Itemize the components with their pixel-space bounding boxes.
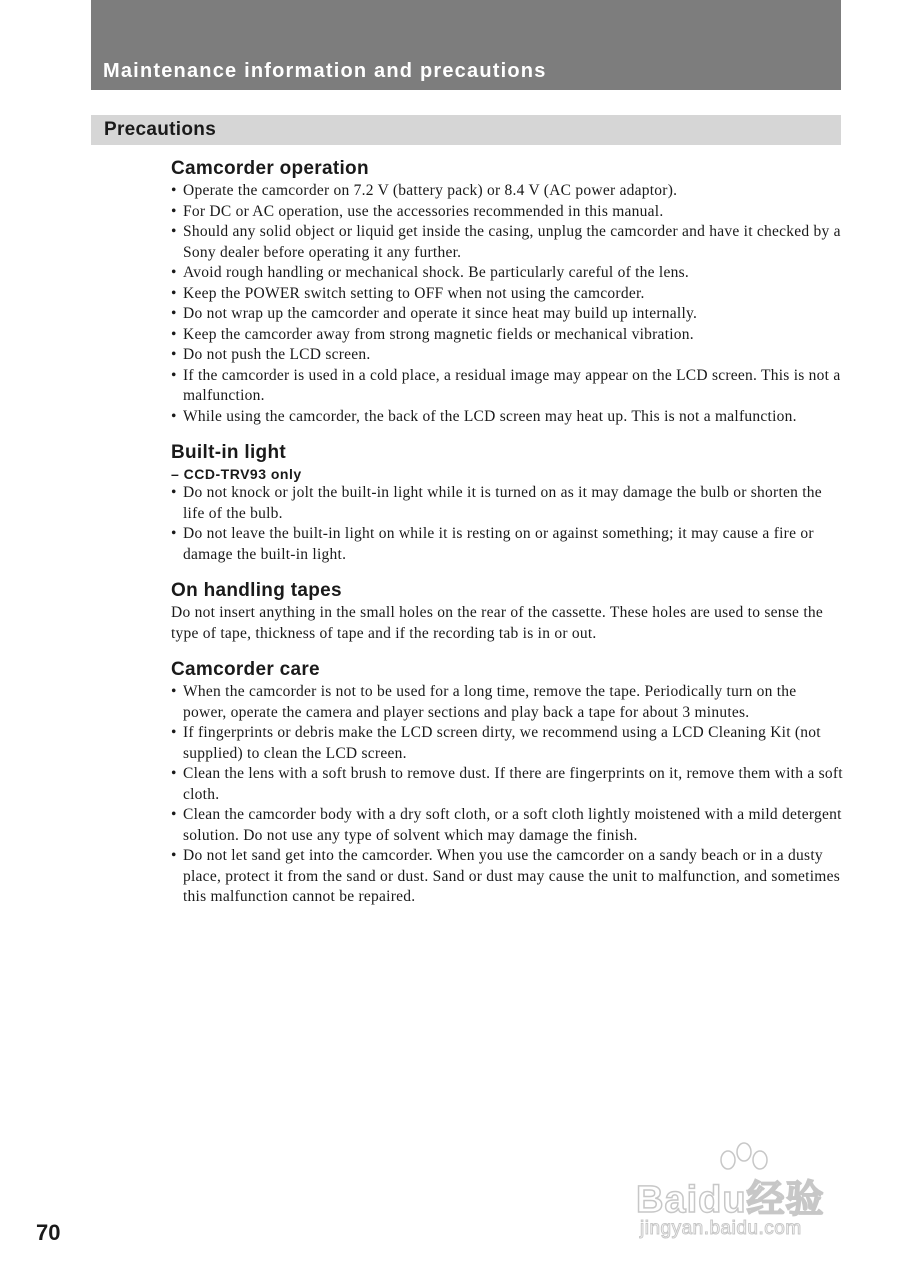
chapter-header — [91, 0, 841, 90]
list-item: • Operate the camcorder on 7.2 V (battery pack) or 8.4 V (AC power adaptor). — [171, 182, 678, 199]
handling-tapes-section — [171, 579, 843, 644]
list-item: • Keep the POWER switch setting to OFF when not using the camcorder. — [171, 284, 645, 302]
section-title: Precautions — [104, 119, 217, 140]
camcorder-operation-heading: Camcorder operation — [171, 158, 369, 179]
list-item: • Clean the lens with a soft brush to remove dust. If there are fingerprints on it, remove them with a soft cloth. — [171, 765, 843, 803]
list-item: • For DC or AC operation, use the accessories recommended in this manual. — [171, 202, 664, 220]
camcorder-care-list — [171, 682, 843, 908]
chapter-title: Maintenance information and precautions — [103, 60, 547, 82]
handling-tapes-heading: On handling tapes — [171, 580, 342, 601]
watermark-brand: Baidu经验 — [636, 1179, 825, 1221]
camcorder-operation-list — [171, 181, 843, 427]
list-item: • While using the camcorder, the back of the LCD screen may heat up. This is not a malfunction. — [171, 407, 797, 425]
list-item: • Do not push the LCD screen. — [171, 346, 371, 363]
watermark-url: jingyan.baidu.com — [640, 1218, 802, 1239]
list-item: • If fingerprints or debris make the LCD screen dirty, we recommend using a LCD Cleaning Kit (not supplied) to clean the LCD screen. — [171, 724, 821, 762]
content-body — [171, 157, 843, 922]
section-header — [91, 115, 841, 145]
built-in-light-list — [171, 483, 843, 565]
page-number: 70 — [36, 1220, 61, 1245]
camcorder-care-heading: Camcorder care — [171, 659, 320, 680]
camcorder-operation-section — [171, 157, 843, 427]
list-item: • Do not let sand get into the camcorder. When you use the camcorder on a sandy beach or in a dusty place, protect it from the sand or dust. Sand or dust may cause the unit to malfunction, and sometimes this malfunction cannot be repaired. — [171, 847, 840, 905]
list-item: • Do not knock or jolt the built-in light while it is turned on as it may damage the bulb or shorten the life of the bulb. — [171, 484, 822, 522]
built-in-light-section — [171, 441, 843, 565]
list-item: • When the camcorder is not to be used for a long time, remove the tape. Periodically turn on the power, operate the camera and player sections and play back a tape for about 3 minutes. — [171, 683, 797, 721]
list-item: • Avoid rough handling or mechanical shock. Be particularly careful of the lens. — [171, 264, 690, 281]
baidu-watermark — [636, 1140, 856, 1250]
list-item: • Do not wrap up the camcorder and operate it since heat may build up internally. — [171, 305, 698, 322]
handling-tapes-text: Do not insert anything in the small holes on the rear of the cassette. These holes are used to sense the type of tape, thickness of tape and if the recording tab is in or out. — [171, 604, 824, 642]
list-item: • Clean the camcorder body with a dry soft cloth, or a soft cloth lightly moistened with a mild detergent solution. Do not use any type of solvent which may damage the finish. — [171, 806, 842, 844]
list-item: • Do not leave the built-in light on while it is resting on or against something; it may cause a fire or damage the built-in light. — [171, 525, 814, 563]
list-item: • Keep the camcorder away from strong magnetic fields or mechanical vibration. — [171, 325, 694, 343]
list-item: • If the camcorder is used in a cold place, a residual image may appear on the LCD screen. This is not a malfunction. — [171, 366, 841, 404]
built-in-light-heading: Built-in light — [171, 442, 286, 463]
camcorder-care-section — [171, 658, 843, 908]
model-note: – CCD-TRV93 only — [171, 466, 302, 482]
list-item: • Should any solid object or liquid get inside the casing, unplug the camcorder and have it checked by a Sony dealer before operating it any further. — [171, 223, 841, 261]
